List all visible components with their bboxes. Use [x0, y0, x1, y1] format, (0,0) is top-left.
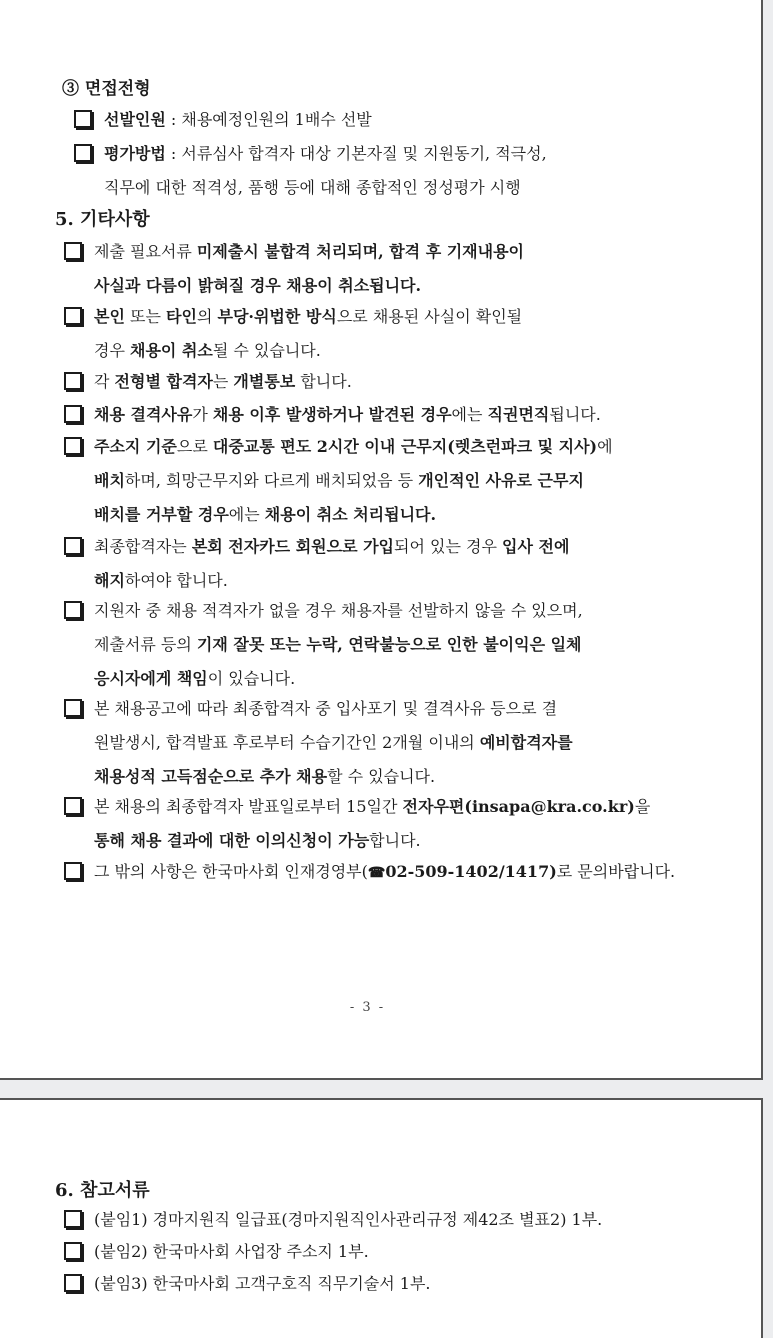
checkbox-icon — [64, 862, 82, 880]
checkbox-icon — [64, 601, 82, 619]
checkbox-icon — [64, 1242, 82, 1260]
checkbox-icon — [64, 1210, 82, 1228]
list-item: (붙임1) 경마지원직 일급표(경마지원직인사관리규정 제42조 별표2) 1부. — [64, 1203, 602, 1237]
checkbox-icon — [64, 437, 82, 455]
section-5-title: 5. 기타사항 — [55, 209, 150, 230]
checkbox-icon — [74, 144, 92, 162]
checkbox-icon — [64, 699, 82, 717]
list-item: 선발인원 : 채용예정인원의 1배수 선발 — [74, 103, 372, 137]
checkbox-icon — [64, 242, 82, 260]
list-item: 제출 필요서류 미제출시 불합격 처리되며, 합격 후 기재내용이 사실과 다름이 밝혀질 경우 채용이 취소됩니다. — [64, 235, 524, 303]
section-interview-title: ③ 면접전형 — [62, 79, 151, 99]
list-item: 평가방법 : 서류심사 합격자 대상 기본자질 및 지원동기, 적극성, 직무에 대한 적격성, 품행 등에 대해 종합적인 정성평가 시행 — [74, 137, 547, 205]
list-item: 채용 결격사유가 채용 이후 발생하거나 발견된 경우에는 직권면직됩니다. — [64, 398, 601, 432]
checkbox-icon — [64, 797, 82, 815]
telephone-icon: ☎ — [367, 865, 386, 881]
list-item: 그 밖의 사항은 한국마사회 인재경영부(☎02-509-1402/1417)로 문의바랍니다. — [64, 855, 675, 889]
checkbox-icon — [64, 372, 82, 390]
list-item: 최종합격자는 본회 전자카드 회원으로 가입되어 있는 경우 입사 전에 해지하여야 합니다. — [64, 530, 569, 598]
checkbox-icon — [64, 1274, 82, 1292]
list-item: 주소지 기준으로 대중교통 편도 2시간 이내 근무지(렛츠런파크 및 지사)에 배치하며, 희망근무지와 다르게 배치되었음 등 개인적인 사유로 근무지 배치를 거부할 경우에는 채용이 취소 처리됩니다. — [64, 430, 613, 532]
list-item: 본 채용공고에 따라 최종합격자 중 입사포기 및 결격사유 등으로 결 원발생시, 합격발표 후로부터 수습기간인 2개월 이내의 예비합격자를 채용성적 고득점순으로 추가 채용할 수 있습니다. — [64, 692, 573, 794]
list-item: 각 전형별 합격자는 개별통보 합니다. — [64, 365, 352, 399]
list-item: (붙임2) 한국마사회 사업장 주소지 1부. — [64, 1235, 369, 1269]
list-item: 지원자 중 채용 적격자가 없을 경우 채용자를 선발하지 않을 수 있으며, 제출서류 등의 기재 잘못 또는 누락, 연락불능으로 인한 불이익은 일체 응시자에게 책임이 있습니다. — [64, 594, 583, 696]
checkbox-icon — [64, 537, 82, 555]
list-item: 본 채용의 최종합격자 발표일로부터 15일간 전자우편(insapa@kra.co.kr)을 통해 채용 결과에 대한 이의신청이 가능합니다. — [64, 790, 650, 858]
checkbox-icon — [74, 110, 92, 128]
checkbox-icon — [64, 307, 82, 325]
list-item: (붙임3) 한국마사회 고객구호직 직무기술서 1부. — [64, 1267, 430, 1301]
page-number: - 3 - — [349, 1000, 386, 1015]
list-item: 본인 또는 타인의 부당·위법한 방식으로 채용된 사실이 확인될 경우 채용이 취소될 수 있습니다. — [64, 300, 522, 368]
checkbox-icon — [64, 405, 82, 423]
section-6-title: 6. 참고서류 — [55, 1180, 150, 1201]
document-page-4 — [0, 1098, 763, 1338]
